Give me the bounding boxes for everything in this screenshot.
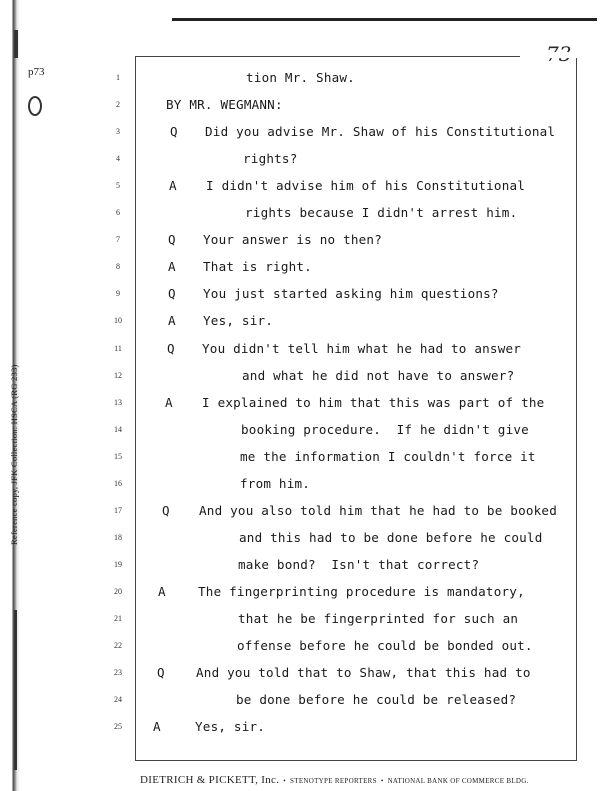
answer-marker: A: [158, 583, 166, 599]
transcript-line: me the information I couldn't force it: [240, 448, 536, 464]
transcript-line: Yes, sir.: [195, 719, 266, 735]
line-number: 13: [114, 397, 122, 407]
question-marker: Q: [167, 340, 175, 356]
answer-marker: A: [168, 259, 176, 275]
transcript-line: And you also told him that he had to be booked: [199, 502, 557, 518]
transcript-line: rights?: [243, 151, 298, 167]
footer-firm: DIETRICH & PICKETT, Inc.: [140, 774, 280, 786]
line-number: 23: [114, 668, 122, 678]
line-number: 9: [116, 289, 120, 299]
line-number: 5: [116, 181, 120, 191]
transcript-line: Did you advise Mr. Shaw of his Constitutional: [205, 124, 556, 140]
transcript-line: And you told that to Shaw, that this had to: [196, 665, 531, 681]
page-id: p73: [28, 66, 45, 78]
line-number: 2: [116, 100, 120, 110]
line-number: 1: [116, 73, 120, 82]
transcript-line: Yes, sir.: [203, 313, 274, 329]
line-number: 14: [114, 424, 122, 434]
transcript-line: offense before he could be bonded out.: [237, 638, 533, 654]
punch-hole-mark: [28, 96, 42, 116]
question-marker: Q: [168, 232, 176, 248]
line-number: 17: [114, 505, 122, 515]
question-marker: Q: [157, 665, 165, 681]
transcript-line: and what he did not have to answer?: [242, 367, 515, 383]
answer-marker: A: [165, 394, 173, 410]
frame-gap: [520, 52, 580, 58]
answer-marker: A: [169, 178, 177, 194]
transcript-line: The fingerprinting procedure is mandatory,: [198, 583, 525, 599]
transcript-line: I explained to him that this was part of the: [202, 394, 545, 410]
line-number: 20: [114, 586, 122, 596]
transcript-line: BY MR. WEGMANN:: [166, 97, 283, 113]
binding-mark: [14, 610, 17, 770]
transcript-line: That is right.: [203, 259, 312, 275]
line-number: 22: [114, 641, 122, 651]
footer-address: NATIONAL BANK OF COMMERCE BLDG.: [387, 777, 529, 785]
line-number: 21: [114, 614, 122, 623]
line-number: 11: [114, 343, 122, 353]
transcript-line: I didn't advise him of his Constitutional: [206, 178, 526, 194]
footer-service: STENOTYPE REPORTERS: [290, 777, 377, 785]
transcript-line: You just started asking him questions?: [203, 286, 499, 302]
transcript-line: and this had to be done before he could: [239, 529, 543, 545]
line-number: 4: [116, 154, 120, 164]
question-marker: Q: [170, 124, 178, 140]
footer-separator: •: [283, 777, 287, 785]
line-number: 12: [114, 370, 122, 380]
answer-marker: A: [153, 719, 161, 735]
answer-marker: A: [168, 313, 176, 329]
line-number: 16: [114, 478, 122, 488]
question-marker: Q: [162, 502, 170, 518]
footer-separator: •: [380, 777, 384, 785]
line-number: 8: [116, 262, 120, 272]
line-number: 24: [114, 695, 122, 705]
transcript-line: Your answer is no then?: [203, 232, 382, 248]
line-number: 25: [114, 722, 122, 732]
line-number: 15: [114, 451, 122, 461]
archive-stamp: Reference copy, JFK Collection: HSCA (RG 233): [9, 364, 19, 545]
transcript-line: that he be fingerprinted for such an: [238, 611, 519, 626]
transcript-line: tion Mr. Shaw.: [246, 70, 355, 85]
transcript-line: booking procedure. If he didn't give: [241, 421, 529, 437]
transcript-line: make bond? Isn't that correct?: [238, 556, 480, 572]
transcript-line: from him.: [240, 475, 311, 491]
line-number: 6: [116, 208, 120, 218]
line-number: 10: [114, 316, 122, 326]
line-number: 19: [114, 559, 122, 569]
transcript-line: rights because I didn't arrest him.: [245, 205, 518, 221]
line-number: 3: [116, 127, 120, 137]
page-footer: [140, 770, 600, 788]
top-rule: [172, 18, 597, 21]
line-number: 7: [116, 235, 120, 245]
transcript-frame-top: [135, 56, 575, 57]
transcript-line: You didn't tell him what he had to answer: [202, 340, 522, 356]
transcript-line: be done before he could be released?: [236, 692, 517, 708]
line-number: 18: [114, 532, 122, 542]
question-marker: Q: [168, 286, 176, 302]
